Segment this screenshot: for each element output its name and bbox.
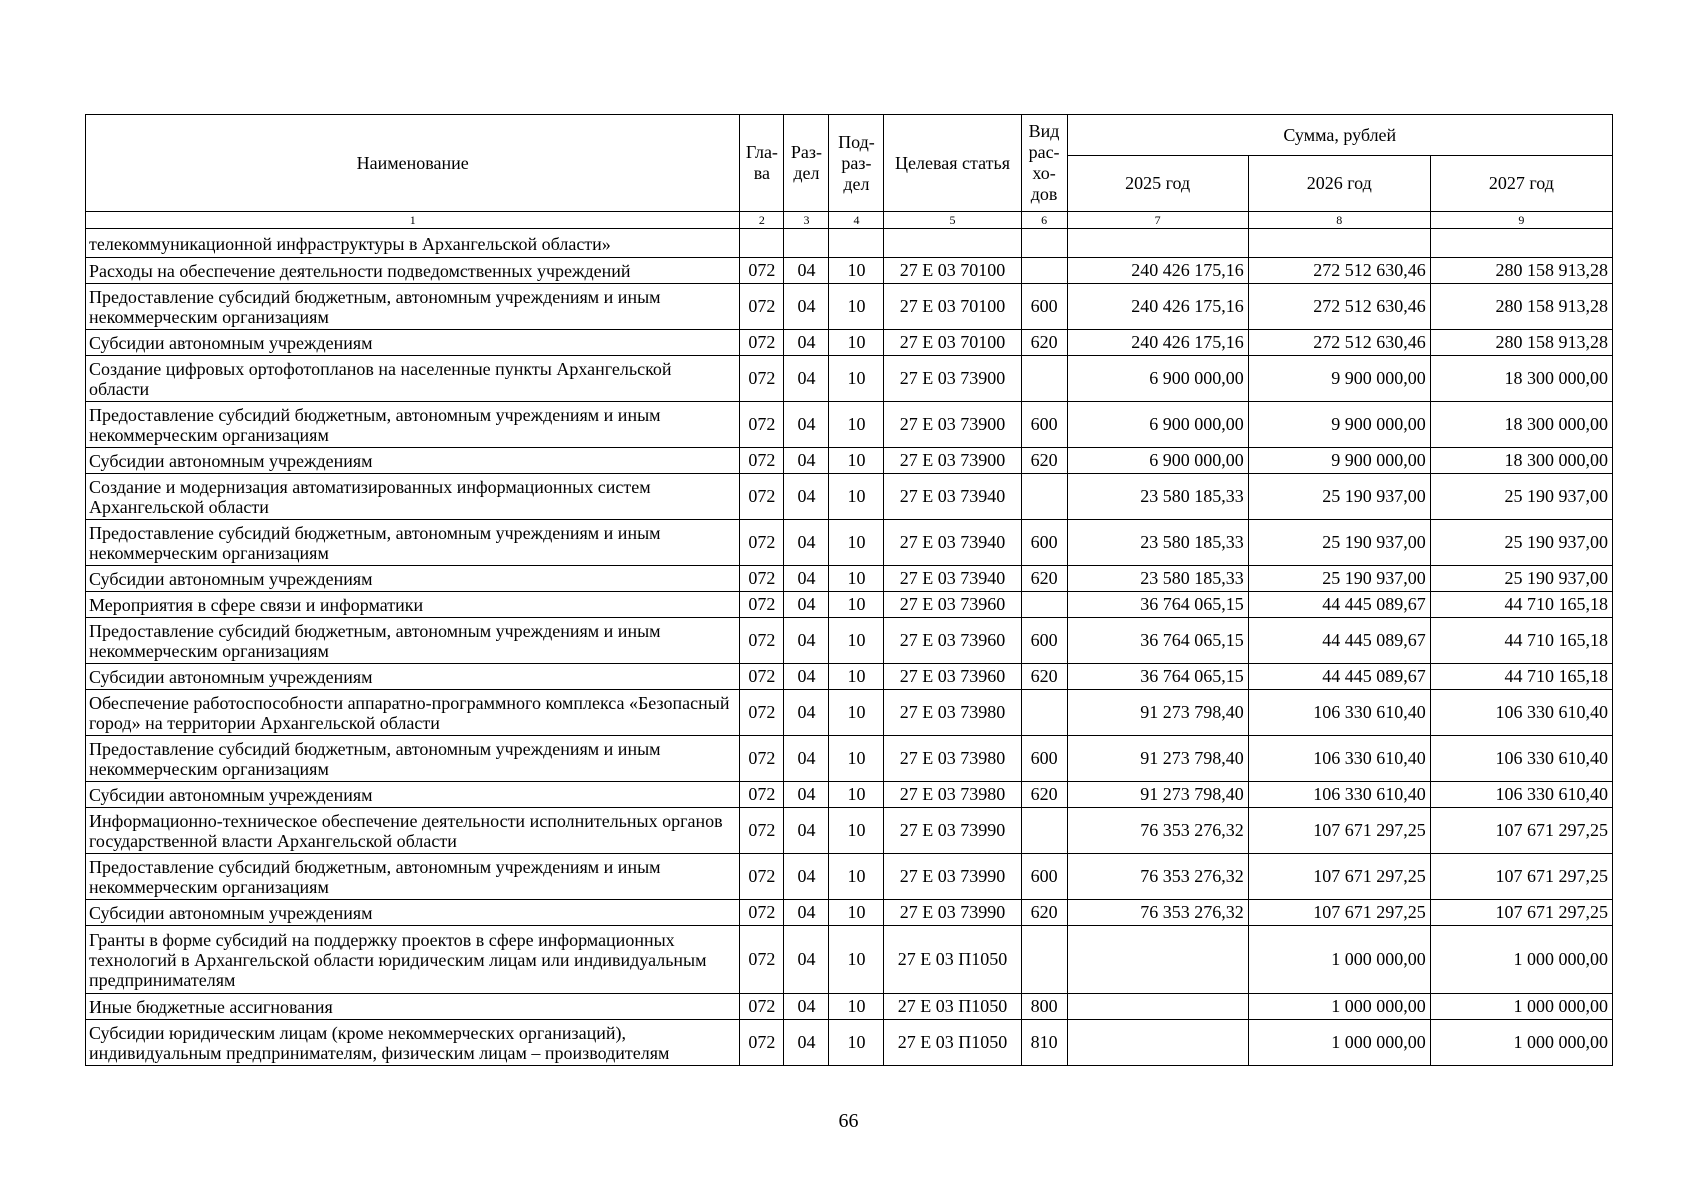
row-amount-2025: 23 580 185,33 — [1067, 474, 1248, 520]
row-amount-2027: 44 710 165,18 — [1430, 592, 1612, 618]
row-razdel: 04 — [784, 592, 829, 618]
row-podrazdel: 10 — [829, 402, 884, 448]
row-razdel: 04 — [784, 926, 829, 994]
header-year-2026: 2026 год — [1248, 156, 1430, 212]
row-amount-2026: 106 330 610,40 — [1248, 736, 1430, 782]
row-razdel: 04 — [784, 330, 829, 356]
row-amount-2027: 18 300 000,00 — [1430, 402, 1612, 448]
row-glava: 072 — [740, 592, 784, 618]
row-glava: 072 — [740, 474, 784, 520]
row-amount-2025: 23 580 185,33 — [1067, 566, 1248, 592]
row-celevaya-statya: 27 Е 03 70100 — [884, 330, 1021, 356]
row-name: Предоставление субсидий бюджетным, автономным учреждениям и иным некоммерческим организациям — [86, 402, 740, 448]
row-name: Создание и модернизация автоматизированных информационных систем Архангельской области — [86, 474, 740, 520]
row-vid-rashodov: 600 — [1021, 854, 1067, 900]
row-name: Субсидии автономным учреждениям — [86, 330, 740, 356]
row-amount-2026: 9 900 000,00 — [1248, 356, 1430, 402]
row-glava: 072 — [740, 1020, 784, 1066]
row-amount-2027: 25 190 937,00 — [1430, 520, 1612, 566]
row-name: телекоммуникационной инфраструктуры в Архангельской области» — [86, 229, 740, 258]
row-amount-2027: 280 158 913,28 — [1430, 258, 1612, 284]
row-amount-2027: 44 710 165,18 — [1430, 664, 1612, 690]
row-amount-2027: 107 671 297,25 — [1430, 900, 1612, 926]
row-name: Субсидии автономным учреждениям — [86, 448, 740, 474]
header-year-2027: 2027 год — [1430, 156, 1612, 212]
table-row — [86, 994, 1613, 1020]
row-amount-2027: 280 158 913,28 — [1430, 284, 1612, 330]
row-vid-rashodov: 800 — [1021, 994, 1067, 1020]
row-glava: 072 — [740, 330, 784, 356]
row-vid-rashodov: 600 — [1021, 736, 1067, 782]
row-amount-2026: 25 190 937,00 — [1248, 474, 1430, 520]
row-amount-2026: 9 900 000,00 — [1248, 402, 1430, 448]
row-celevaya-statya: 27 Е 03 73960 — [884, 592, 1021, 618]
row-amount-2025: 36 764 065,15 — [1067, 664, 1248, 690]
row-name: Субсидии юридическим лицам (кроме некоммерческих организаций), индивидуальным предпринимателям, физическим лицам – производителям — [86, 1020, 740, 1066]
row-name: Обеспечение работоспособности аппаратно-программного комплекса «Безопасный город» на территории Архангельской области — [86, 690, 740, 736]
row-razdel: 04 — [784, 356, 829, 402]
column-number: 4 — [829, 212, 884, 229]
row-amount-2026: 1 000 000,00 — [1248, 994, 1430, 1020]
row-amount-2026: 25 190 937,00 — [1248, 520, 1430, 566]
row-amount-2025: 76 353 276,32 — [1067, 808, 1248, 854]
row-celevaya-statya: 27 Е 03 73940 — [884, 566, 1021, 592]
header-razdel: Раз-дел — [784, 115, 829, 212]
header-name: Наименование — [86, 115, 740, 212]
row-glava: 072 — [740, 690, 784, 736]
row-podrazdel: 10 — [829, 664, 884, 690]
row-glava: 072 — [740, 284, 784, 330]
row-amount-2027: 107 671 297,25 — [1430, 854, 1612, 900]
row-amount-2027: 106 330 610,40 — [1430, 736, 1612, 782]
row-vid-rashodov: 600 — [1021, 520, 1067, 566]
row-razdel: 04 — [784, 664, 829, 690]
row-name: Субсидии автономным учреждениям — [86, 782, 740, 808]
row-celevaya-statya — [884, 229, 1021, 258]
row-name: Предоставление субсидий бюджетным, автономным учреждениям и иным некоммерческим организациям — [86, 736, 740, 782]
row-podrazdel: 10 — [829, 690, 884, 736]
row-razdel: 04 — [784, 736, 829, 782]
column-number: 1 — [86, 212, 740, 229]
row-amount-2026: 107 671 297,25 — [1248, 854, 1430, 900]
row-amount-2025: 6 900 000,00 — [1067, 448, 1248, 474]
header-summa: Сумма, рублей — [1067, 115, 1612, 156]
row-celevaya-statya: 27 Е 03 73980 — [884, 736, 1021, 782]
row-glava: 072 — [740, 854, 784, 900]
row-podrazdel: 10 — [829, 258, 884, 284]
column-number: 6 — [1021, 212, 1067, 229]
row-amount-2025: 76 353 276,32 — [1067, 854, 1248, 900]
row-glava: 072 — [740, 258, 784, 284]
row-amount-2026: 1 000 000,00 — [1248, 1020, 1430, 1066]
table-row — [86, 474, 1613, 520]
row-celevaya-statya: 27 Е 03 П1050 — [884, 994, 1021, 1020]
row-glava: 072 — [740, 402, 784, 448]
row-podrazdel: 10 — [829, 900, 884, 926]
row-amount-2026: 272 512 630,46 — [1248, 258, 1430, 284]
row-amount-2025 — [1067, 926, 1248, 994]
row-glava: 072 — [740, 448, 784, 474]
row-amount-2026: 106 330 610,40 — [1248, 690, 1430, 736]
row-amount-2025: 23 580 185,33 — [1067, 520, 1248, 566]
table-row — [86, 808, 1613, 854]
row-celevaya-statya: 27 Е 03 73940 — [884, 474, 1021, 520]
row-amount-2026: 107 671 297,25 — [1248, 808, 1430, 854]
row-amount-2026: 272 512 630,46 — [1248, 330, 1430, 356]
row-name: Гранты в форме субсидий на поддержку проектов в сфере информационных технологий в Архангельской области юридическим лицам или индивидуальным предпринимателям — [86, 926, 740, 994]
header-vid: Вид рас-хо-дов — [1021, 115, 1067, 212]
row-amount-2025: 6 900 000,00 — [1067, 402, 1248, 448]
column-number: 3 — [784, 212, 829, 229]
column-number: 2 — [740, 212, 784, 229]
row-razdel: 04 — [784, 854, 829, 900]
row-celevaya-statya: 27 Е 03 73990 — [884, 808, 1021, 854]
row-amount-2027: 18 300 000,00 — [1430, 356, 1612, 402]
row-amount-2027: 1 000 000,00 — [1430, 994, 1612, 1020]
row-amount-2025: 76 353 276,32 — [1067, 900, 1248, 926]
table-header — [86, 115, 1613, 229]
row-podrazdel: 10 — [829, 736, 884, 782]
table-row — [86, 229, 1613, 258]
row-glava: 072 — [740, 994, 784, 1020]
row-podrazdel: 10 — [829, 854, 884, 900]
header-celevaya: Целевая статья — [884, 115, 1021, 212]
row-podrazdel: 10 — [829, 330, 884, 356]
row-celevaya-statya: 27 Е 03 73900 — [884, 356, 1021, 402]
row-amount-2026: 9 900 000,00 — [1248, 448, 1430, 474]
row-name: Предоставление субсидий бюджетным, автономным учреждениям и иным некоммерческим организациям — [86, 854, 740, 900]
row-amount-2026 — [1248, 229, 1430, 258]
row-name: Субсидии автономным учреждениям — [86, 900, 740, 926]
column-number: 9 — [1430, 212, 1612, 229]
row-amount-2025: 91 273 798,40 — [1067, 736, 1248, 782]
row-celevaya-statya: 27 Е 03 73940 — [884, 520, 1021, 566]
row-glava: 072 — [740, 736, 784, 782]
row-podrazdel: 10 — [829, 782, 884, 808]
row-glava: 072 — [740, 566, 784, 592]
row-vid-rashodov — [1021, 356, 1067, 402]
row-glava: 072 — [740, 782, 784, 808]
table-row — [86, 736, 1613, 782]
row-amount-2027: 1 000 000,00 — [1430, 1020, 1612, 1066]
table-row — [86, 664, 1613, 690]
row-vid-rashodov: 620 — [1021, 664, 1067, 690]
row-razdel: 04 — [784, 258, 829, 284]
table-row — [86, 284, 1613, 330]
budget-table — [85, 114, 1613, 1066]
row-vid-rashodov: 620 — [1021, 448, 1067, 474]
row-razdel: 04 — [784, 402, 829, 448]
row-amount-2027: 25 190 937,00 — [1430, 474, 1612, 520]
row-celevaya-statya: 27 Е 03 П1050 — [884, 1020, 1021, 1066]
row-celevaya-statya: 27 Е 03 73980 — [884, 690, 1021, 736]
row-amount-2025: 91 273 798,40 — [1067, 690, 1248, 736]
row-amount-2026: 106 330 610,40 — [1248, 782, 1430, 808]
row-name: Информационно-техническое обеспечение деятельности исполнительных органов государственной власти Архангельской области — [86, 808, 740, 854]
row-vid-rashodov: 810 — [1021, 1020, 1067, 1066]
row-amount-2027: 44 710 165,18 — [1430, 618, 1612, 664]
row-razdel: 04 — [784, 566, 829, 592]
row-vid-rashodov: 620 — [1021, 330, 1067, 356]
row-amount-2026: 1 000 000,00 — [1248, 926, 1430, 994]
table-row — [86, 330, 1613, 356]
row-amount-2026: 44 445 089,67 — [1248, 664, 1430, 690]
row-amount-2027: 18 300 000,00 — [1430, 448, 1612, 474]
row-vid-rashodov: 600 — [1021, 402, 1067, 448]
row-podrazdel: 10 — [829, 994, 884, 1020]
row-amount-2025 — [1067, 994, 1248, 1020]
column-number: 8 — [1248, 212, 1430, 229]
row-amount-2026: 44 445 089,67 — [1248, 618, 1430, 664]
row-name: Мероприятия в сфере связи и информатики — [86, 592, 740, 618]
row-amount-2027 — [1430, 229, 1612, 258]
row-glava: 072 — [740, 618, 784, 664]
row-razdel: 04 — [784, 618, 829, 664]
row-vid-rashodov: 620 — [1021, 566, 1067, 592]
header-glava: Гла-ва — [740, 115, 784, 212]
row-amount-2027: 280 158 913,28 — [1430, 330, 1612, 356]
row-vid-rashodov — [1021, 592, 1067, 618]
row-razdel: 04 — [784, 448, 829, 474]
row-razdel: 04 — [784, 690, 829, 736]
row-glava: 072 — [740, 664, 784, 690]
row-amount-2025 — [1067, 1020, 1248, 1066]
page-number: 66 — [838, 1110, 859, 1132]
table-row — [86, 592, 1613, 618]
row-vid-rashodov — [1021, 258, 1067, 284]
table-row — [86, 900, 1613, 926]
row-razdel: 04 — [784, 900, 829, 926]
row-amount-2026: 25 190 937,00 — [1248, 566, 1430, 592]
row-vid-rashodov: 620 — [1021, 782, 1067, 808]
table-row — [86, 618, 1613, 664]
column-number: 7 — [1067, 212, 1248, 229]
row-vid-rashodov — [1021, 926, 1067, 994]
row-glava: 072 — [740, 926, 784, 994]
table-row — [86, 1020, 1613, 1066]
row-celevaya-statya: 27 Е 03 73990 — [884, 854, 1021, 900]
row-razdel: 04 — [784, 1020, 829, 1066]
row-razdel: 04 — [784, 808, 829, 854]
row-celevaya-statya: 27 Е 03 73900 — [884, 448, 1021, 474]
row-name: Предоставление субсидий бюджетным, автономным учреждениям и иным некоммерческим организациям — [86, 520, 740, 566]
row-celevaya-statya: 27 Е 03 П1050 — [884, 926, 1021, 994]
table-row — [86, 782, 1613, 808]
row-podrazdel: 10 — [829, 926, 884, 994]
table-row — [86, 356, 1613, 402]
row-podrazdel: 10 — [829, 592, 884, 618]
row-amount-2025: 240 426 175,16 — [1067, 258, 1248, 284]
row-celevaya-statya: 27 Е 03 70100 — [884, 258, 1021, 284]
row-amount-2027: 106 330 610,40 — [1430, 782, 1612, 808]
table-row — [86, 690, 1613, 736]
row-razdel: 04 — [784, 284, 829, 330]
row-podrazdel: 10 — [829, 808, 884, 854]
row-vid-rashodov — [1021, 808, 1067, 854]
row-amount-2025: 36 764 065,15 — [1067, 592, 1248, 618]
row-vid-rashodov: 600 — [1021, 284, 1067, 330]
row-vid-rashodov — [1021, 474, 1067, 520]
row-podrazdel: 10 — [829, 618, 884, 664]
row-razdel: 04 — [784, 782, 829, 808]
row-amount-2026: 107 671 297,25 — [1248, 900, 1430, 926]
column-number: 5 — [884, 212, 1021, 229]
row-amount-2025: 240 426 175,16 — [1067, 284, 1248, 330]
row-podrazdel: 10 — [829, 284, 884, 330]
row-celevaya-statya: 27 Е 03 73990 — [884, 900, 1021, 926]
table-row — [86, 566, 1613, 592]
row-vid-rashodov — [1021, 229, 1067, 258]
row-celevaya-statya: 27 Е 03 73980 — [884, 782, 1021, 808]
row-podrazdel: 10 — [829, 566, 884, 592]
row-name: Субсидии автономным учреждениям — [86, 566, 740, 592]
row-celevaya-statya: 27 Е 03 73960 — [884, 618, 1021, 664]
row-name: Расходы на обеспечение деятельности подведомственных учреждений — [86, 258, 740, 284]
row-name: Создание цифровых ортофотопланов на населенные пункты Архангельской области — [86, 356, 740, 402]
row-amount-2025 — [1067, 229, 1248, 258]
row-podrazdel — [829, 229, 884, 258]
row-amount-2025: 240 426 175,16 — [1067, 330, 1248, 356]
row-amount-2025: 36 764 065,15 — [1067, 618, 1248, 664]
row-glava: 072 — [740, 900, 784, 926]
table-row — [86, 520, 1613, 566]
header-podrazdel: Под-раз-дел — [829, 115, 884, 212]
row-podrazdel: 10 — [829, 520, 884, 566]
table-row — [86, 402, 1613, 448]
row-glava: 072 — [740, 808, 784, 854]
row-razdel: 04 — [784, 474, 829, 520]
row-celevaya-statya: 27 Е 03 70100 — [884, 284, 1021, 330]
table-row — [86, 854, 1613, 900]
table-body — [86, 229, 1613, 1066]
row-razdel: 04 — [784, 520, 829, 566]
row-podrazdel: 10 — [829, 474, 884, 520]
row-glava: 072 — [740, 520, 784, 566]
row-amount-2027: 107 671 297,25 — [1430, 808, 1612, 854]
table-row — [86, 926, 1613, 994]
table-row — [86, 448, 1613, 474]
table-row — [86, 258, 1613, 284]
header-year-2025: 2025 год — [1067, 156, 1248, 212]
row-amount-2027: 1 000 000,00 — [1430, 926, 1612, 994]
row-amount-2025: 91 273 798,40 — [1067, 782, 1248, 808]
row-celevaya-statya: 27 Е 03 73960 — [884, 664, 1021, 690]
row-vid-rashodov: 600 — [1021, 618, 1067, 664]
row-amount-2026: 44 445 089,67 — [1248, 592, 1430, 618]
row-glava — [740, 229, 784, 258]
row-amount-2025: 6 900 000,00 — [1067, 356, 1248, 402]
row-podrazdel: 10 — [829, 356, 884, 402]
row-vid-rashodov — [1021, 690, 1067, 736]
row-vid-rashodov: 620 — [1021, 900, 1067, 926]
row-razdel — [784, 229, 829, 258]
row-amount-2027: 25 190 937,00 — [1430, 566, 1612, 592]
row-name: Иные бюджетные ассигнования — [86, 994, 740, 1020]
row-amount-2027: 106 330 610,40 — [1430, 690, 1612, 736]
row-glava: 072 — [740, 356, 784, 402]
row-name: Предоставление субсидий бюджетным, автономным учреждениям и иным некоммерческим организациям — [86, 618, 740, 664]
row-podrazdel: 10 — [829, 448, 884, 474]
row-name: Субсидии автономным учреждениям — [86, 664, 740, 690]
row-name: Предоставление субсидий бюджетным, автономным учреждениям и иным некоммерческим организациям — [86, 284, 740, 330]
row-podrazdel: 10 — [829, 1020, 884, 1066]
row-razdel: 04 — [784, 994, 829, 1020]
row-celevaya-statya: 27 Е 03 73900 — [884, 402, 1021, 448]
row-amount-2026: 272 512 630,46 — [1248, 284, 1430, 330]
column-number-row — [86, 212, 1613, 229]
